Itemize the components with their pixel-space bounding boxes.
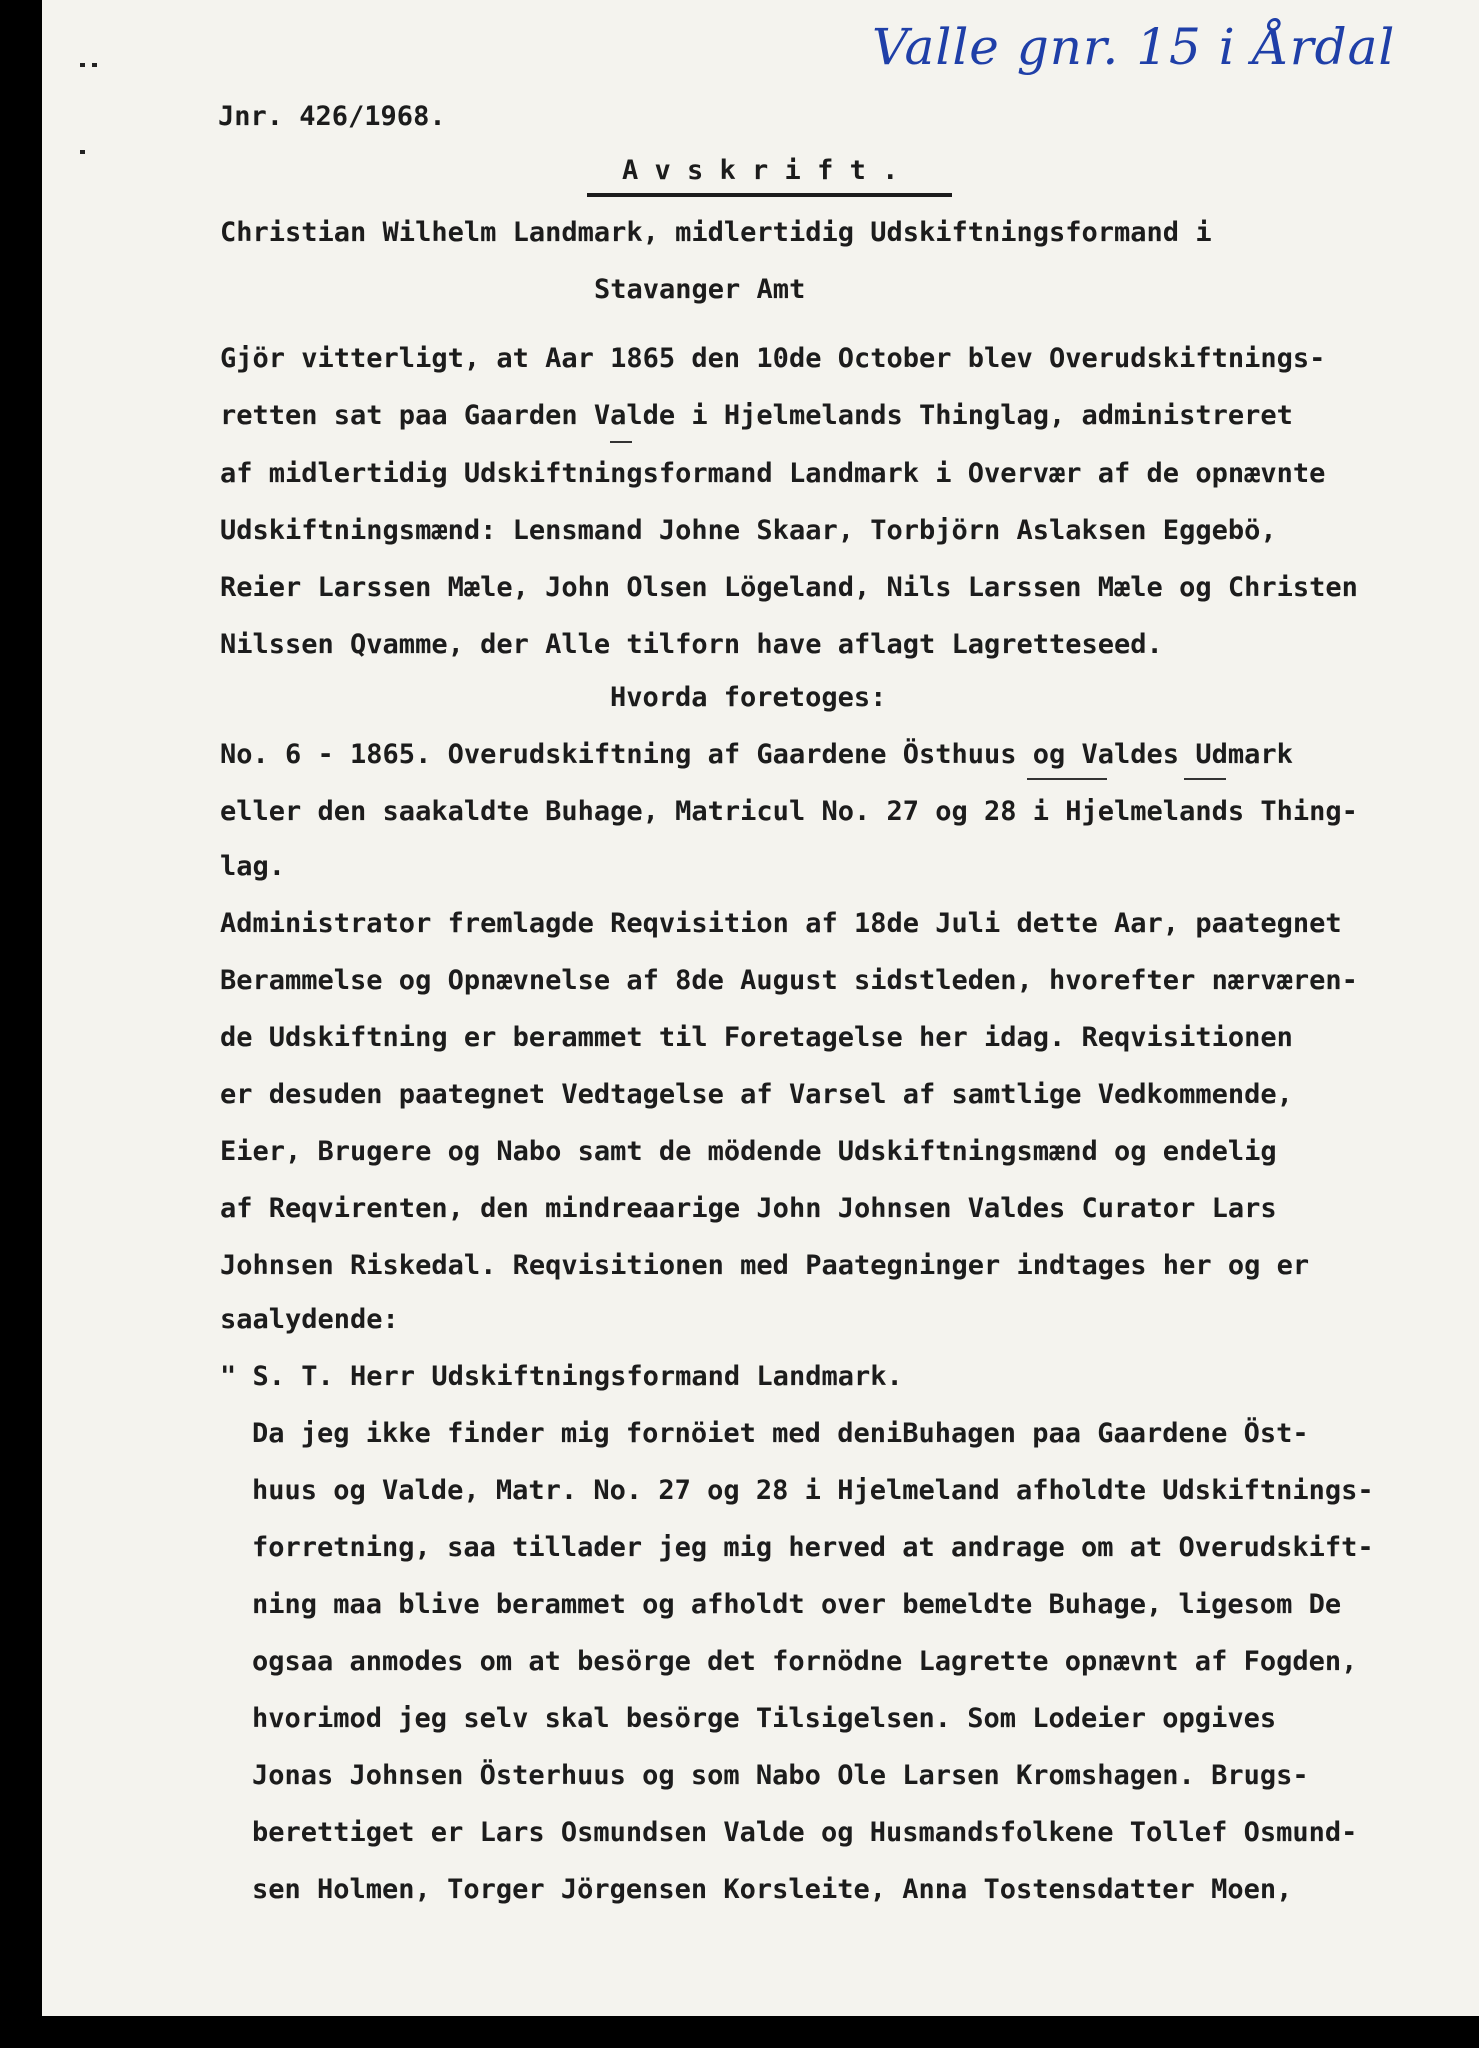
pen-mark bbox=[1027, 778, 1107, 780]
text-line: Reier Larssen Mæle, John Olsen Lögeland, Nils Larssen Mæle og Christen bbox=[220, 572, 1358, 603]
journal-number: Jnr. 426/1968. bbox=[218, 101, 446, 132]
text-line: Udskiftningsmænd: Lensmand Johne Skaar, Torbjörn Aslaksen Eggebö, bbox=[220, 515, 1277, 546]
text-line: de Udskiftning er berammet til Foretagelse her idag. Reqvisitionen bbox=[220, 1022, 1293, 1053]
text-line: Johnsen Riskedal. Reqvisitionen med Paategninger indtages her og er bbox=[220, 1250, 1310, 1281]
text-line: Jonas Johnsen Österhuus og som Nabo Ole Larsen Kromshagen. Brugs- bbox=[252, 1760, 1309, 1791]
text-line: Berammelse og Opnævnelse af 8de August sidstleden, hvorefter nærværen- bbox=[220, 965, 1358, 996]
text-line: Eier, Brugere og Nabo samt de mödende Udskiftningsmænd og endelig bbox=[220, 1136, 1277, 1167]
text-line: er desuden paategnet Vedtagelse af Varsel af samtlige Vedkommende, bbox=[220, 1079, 1293, 1110]
text-line: saalydende: bbox=[220, 1304, 399, 1335]
handwritten-note: Valle gnr. 15 i Årdal bbox=[872, 18, 1396, 76]
text-line: ning maa blive berammet og afholdt over bemeldte Buhage, ligesom De bbox=[252, 1589, 1342, 1620]
intro-line-2: Stavanger Amt bbox=[594, 274, 806, 305]
text-line: af Reqvirenten, den mindreaarige John Johnsen Valdes Curator Lars bbox=[220, 1193, 1277, 1224]
punch-mark bbox=[80, 150, 85, 154]
text-line: Hvorda foretoges: bbox=[610, 682, 887, 713]
text-line: forretning, saa tillader jeg mig herved at andrage om at Overudskift- bbox=[252, 1532, 1374, 1563]
text-line: No. 6 - 1865. Overudskiftning af Gaardene Östhuus og Valdes Udmark bbox=[220, 739, 1293, 770]
text-line: Gjör vitterligt, at Aar 1865 den 10de October blev Overudskiftnings- bbox=[220, 343, 1326, 374]
pen-mark bbox=[1184, 778, 1226, 780]
text-line: huus og Valde, Matr. No. 27 og 28 i Hjelmeland afholdte Udskiftnings- bbox=[252, 1475, 1374, 1506]
text-line: ogsaa anmodes om at besörge det fornödne Lagrette opnævnt af Fogden, bbox=[252, 1646, 1358, 1677]
text-line: " S. T. Herr Udskiftningsformand Landmark. bbox=[220, 1361, 903, 1392]
text-line: Da jeg ikke finder mig fornöiet med deniBuhagen paa Gaardene Öst- bbox=[252, 1418, 1309, 1449]
punch-mark bbox=[80, 63, 85, 67]
text-line: hvorimod jeg selv skal besörge Tilsigelsen. Som Lodeier opgives bbox=[252, 1703, 1277, 1734]
intro-line-1: Christian Wilhelm Landmark, midlertidig Udskiftningsformand i bbox=[220, 217, 1212, 248]
text-line: retten sat paa Gaarden Valde i Hjelmelands Thinglag, administreret bbox=[220, 400, 1293, 431]
text-line: Administrator fremlagde Reqvisition af 18de Juli dette Aar, paategnet bbox=[220, 908, 1342, 939]
punch-mark bbox=[92, 63, 97, 67]
text-line: sen Holmen, Torger Jörgensen Korsleite, Anna Tostensdatter Moen, bbox=[252, 1874, 1293, 1905]
text-line: berettiget er Lars Osmundsen Valde og Husmandsfolkene Tollef Osmund- bbox=[252, 1817, 1358, 1848]
heading-underline bbox=[587, 193, 952, 197]
document-page bbox=[42, 0, 1479, 2016]
text-line: Nilssen Qvamme, der Alle tilforn have aflagt Lagretteseed. bbox=[220, 629, 1163, 660]
document-heading: A v s k r i f t . bbox=[622, 155, 899, 186]
pen-mark bbox=[610, 441, 632, 443]
text-line: lag. bbox=[220, 851, 286, 882]
text-line: af midlertidig Udskiftningsformand Landmark i Overvær af de opnævnte bbox=[220, 458, 1326, 489]
text-line: eller den saakaldte Buhage, Matricul No. 27 og 28 i Hjelmelands Thing- bbox=[220, 796, 1358, 827]
